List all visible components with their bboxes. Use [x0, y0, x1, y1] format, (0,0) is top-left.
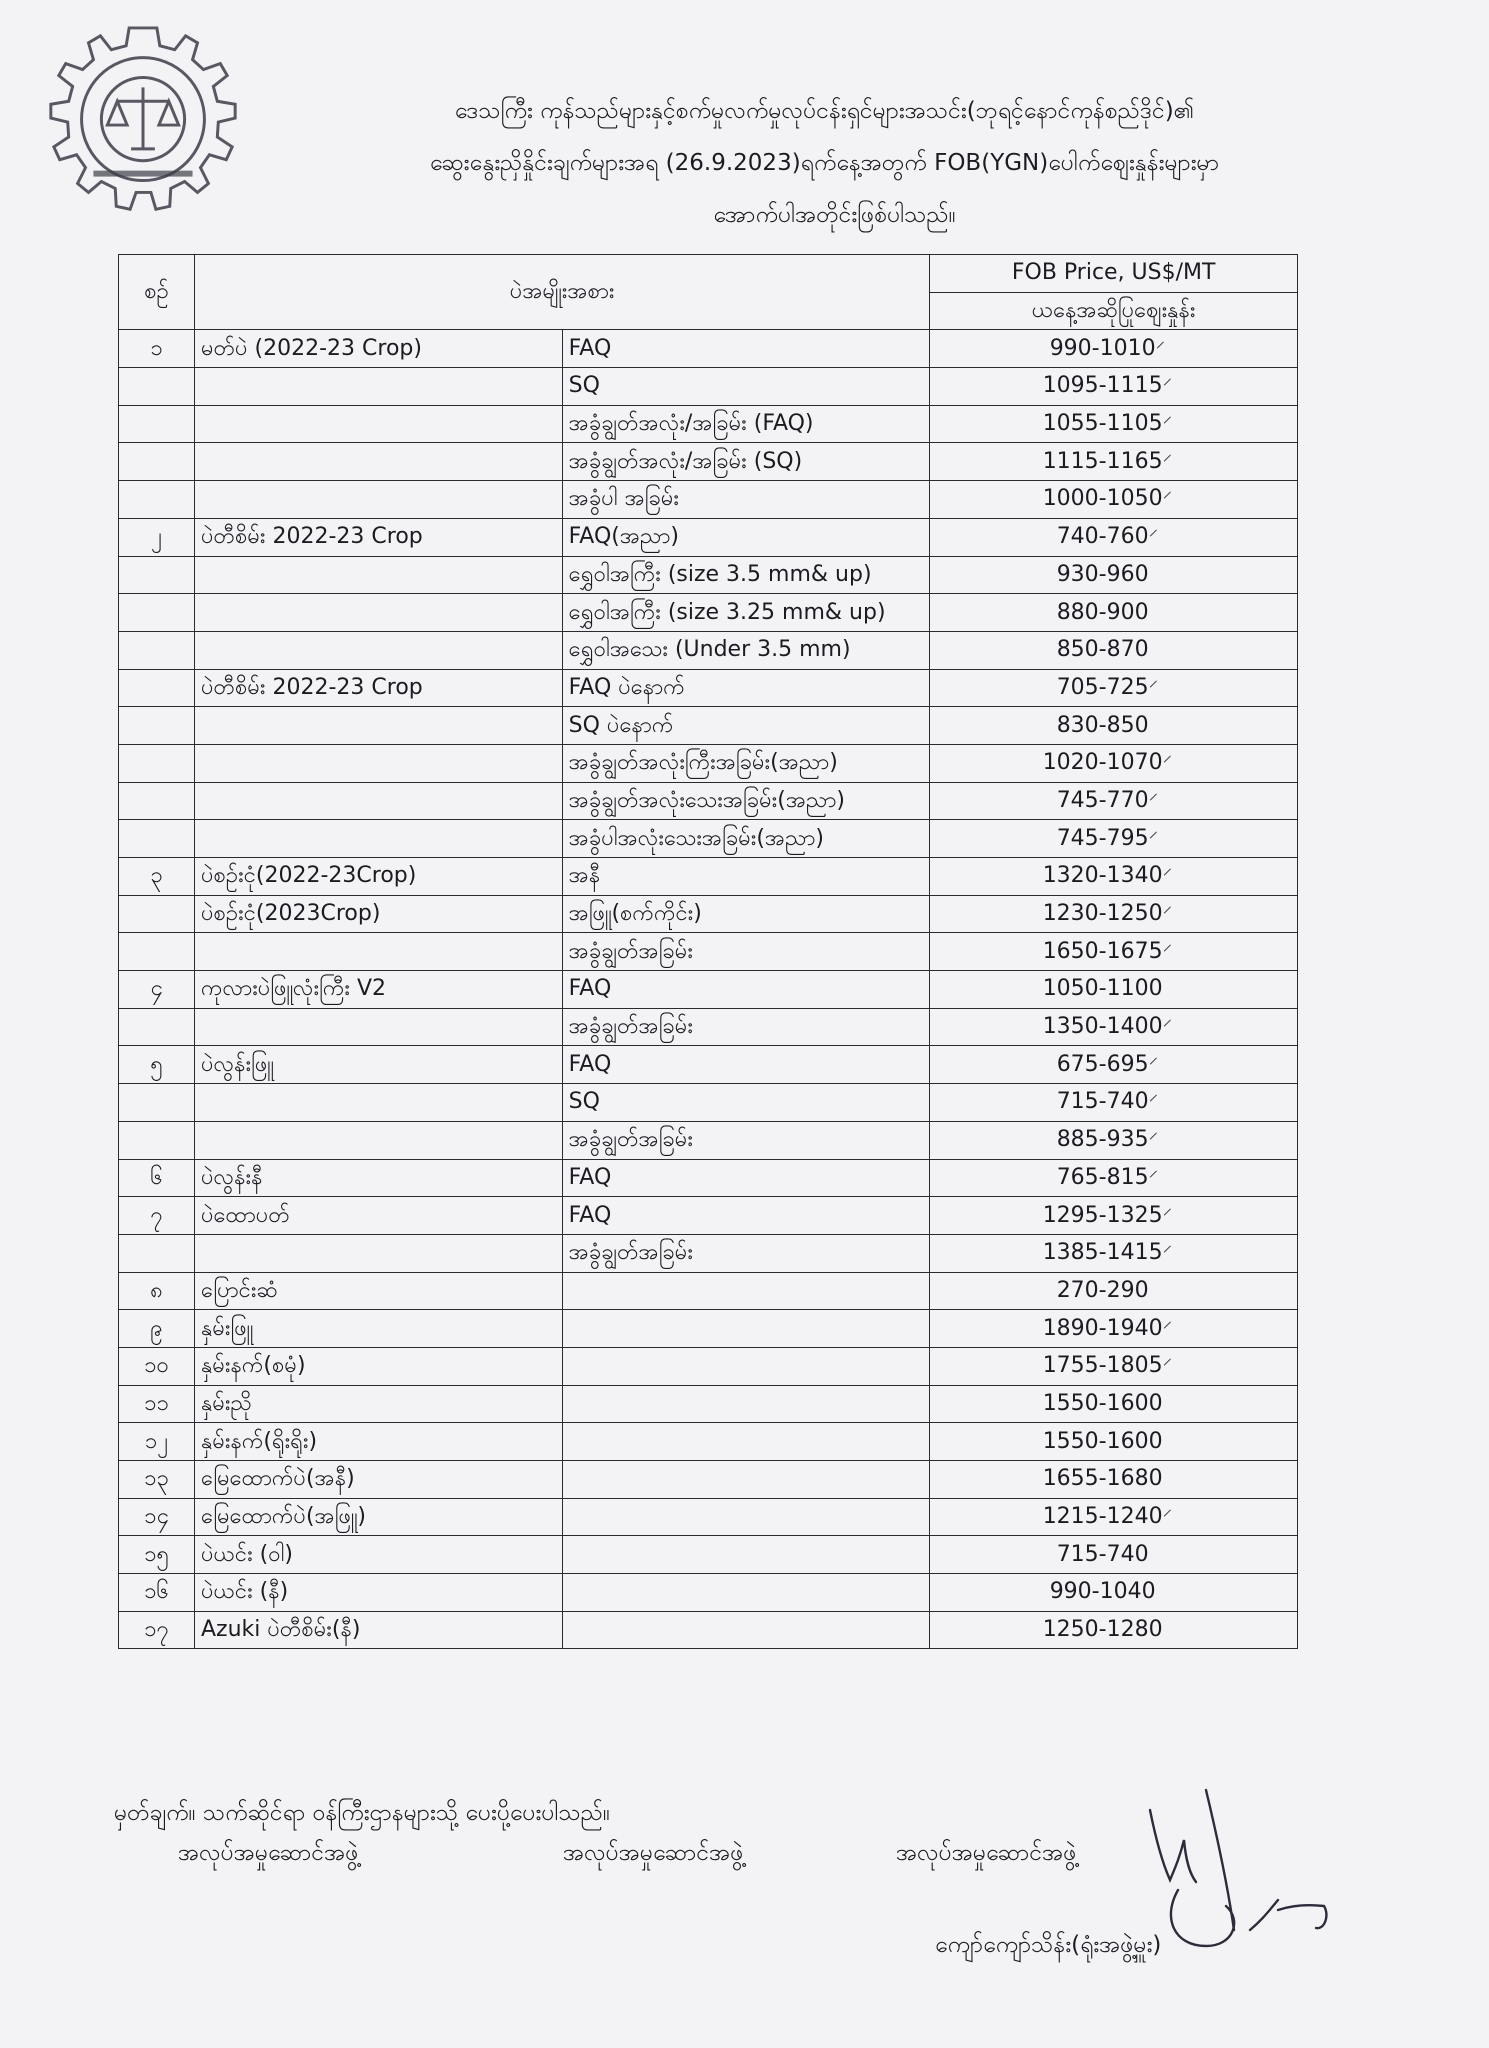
price-cell — [930, 1084, 1298, 1122]
commodity-name — [195, 631, 563, 669]
row-number — [119, 368, 195, 406]
row-number — [119, 669, 195, 707]
row-number — [119, 1234, 195, 1272]
price-value: 740-760 — [1056, 524, 1149, 550]
row-number: ၁ — [119, 330, 195, 368]
commodity-grade: FAQ — [562, 971, 930, 1009]
commodity-grade: အဖြူ(စက်ကိုင်း) — [562, 895, 930, 933]
row-number: ၁၄ — [119, 1498, 195, 1536]
commodity-grade: ရွှေဝါအကြီး (size 3.25 mm& up) — [562, 594, 930, 632]
price-cell — [930, 368, 1298, 406]
row-number — [119, 1008, 195, 1046]
price-cell — [930, 707, 1298, 745]
price-cell — [930, 1498, 1298, 1536]
commodity-grade: SQ — [562, 368, 930, 406]
check-mark-icon: ⸍ — [1148, 1053, 1159, 1076]
commodity-grade: FAQ(အညာ) — [562, 518, 930, 556]
row-number — [119, 782, 195, 820]
table-row — [119, 481, 1298, 519]
check-mark-icon: ⸍ — [1162, 865, 1173, 888]
check-mark-icon: ⸍ — [1162, 1204, 1173, 1227]
price-cell — [930, 1159, 1298, 1197]
commodity-grade: SQ — [562, 1084, 930, 1122]
price-value: 1385-1415 — [1042, 1240, 1163, 1266]
price-cell — [930, 669, 1298, 707]
commodity-name: ပဲစဉ်းငုံ(2022-23Crop) — [195, 858, 563, 896]
row-number — [119, 1084, 195, 1122]
commodity-grade: အခွံချွတ်အလုံးကြီးအခြမ်း(အညာ) — [562, 744, 930, 782]
check-mark-icon: ⸍ — [1155, 337, 1166, 360]
check-mark-icon: ⸍ — [1162, 450, 1173, 473]
footer-team-3: အလုပ်အမှုဆောင်အဖွဲ့ — [896, 1840, 1077, 1866]
price-cell — [930, 1121, 1298, 1159]
price-cell — [930, 1310, 1298, 1348]
price-value: 1320-1340 — [1042, 863, 1163, 889]
row-number — [119, 594, 195, 632]
check-mark-icon: ⸍ — [1148, 1166, 1159, 1189]
price-value: 765-815 — [1056, 1164, 1149, 1190]
commodity-name: နှမ်းနက်(စမုံ) — [195, 1347, 563, 1385]
price-value: 930-960 — [1056, 561, 1149, 587]
commodity-grade: အခွံပါ အခြမ်း — [562, 481, 930, 519]
price-value: 1000-1050 — [1042, 486, 1163, 512]
price-cell — [930, 1385, 1298, 1423]
commodity-grade — [562, 1310, 930, 1348]
commodity-name — [195, 368, 563, 406]
table-row — [119, 1234, 1298, 1272]
check-mark-icon: ⸍ — [1162, 903, 1173, 926]
row-number: ၁၆ — [119, 1574, 195, 1612]
price-value: 1550-1600 — [1042, 1428, 1163, 1454]
commodity-grade — [562, 1461, 930, 1499]
price-cell — [930, 594, 1298, 632]
price-cell — [930, 858, 1298, 896]
price-cell — [930, 895, 1298, 933]
row-number: ၁၅ — [119, 1536, 195, 1574]
price-cell — [930, 1611, 1298, 1649]
commodity-name — [195, 556, 563, 594]
row-number: ၁၇ — [119, 1611, 195, 1649]
commodity-name — [195, 744, 563, 782]
price-value: 1890-1940 — [1042, 1315, 1163, 1341]
commodity-name: မြေထောက်ပဲ(အနီ) — [195, 1461, 563, 1499]
price-value: 1095-1115 — [1042, 373, 1163, 399]
price-value: 1250-1280 — [1042, 1617, 1163, 1643]
check-mark-icon: ⸍ — [1162, 1016, 1173, 1039]
row-number: ၇ — [119, 1197, 195, 1235]
row-number — [119, 744, 195, 782]
commodity-name: ပဲစဉ်းငုံ(2023Crop) — [195, 895, 563, 933]
row-number: ၈ — [119, 1272, 195, 1310]
table-row — [119, 556, 1298, 594]
price-value: 1755-1805 — [1042, 1353, 1163, 1379]
check-mark-icon: ⸍ — [1162, 1242, 1173, 1265]
row-number — [119, 631, 195, 669]
column-header-price-bottom: ယနေ့အဆိုပြုဈေးနှုန်း — [930, 292, 1298, 330]
price-value: 1655-1680 — [1042, 1466, 1163, 1492]
header-line-1: ဒေသကြီး ကုန်သည်များနှင့်စက်မှုလက်မှုလုပ်ငန်းရှင်များအသင်း(ဘုရင့်နောင်ကုန်စည်ဒိုင်)၏ — [454, 98, 1195, 124]
check-mark-icon: ⸍ — [1162, 940, 1173, 963]
commodity-grade: SQ ပဲနောက် — [562, 707, 930, 745]
price-cell — [930, 1046, 1298, 1084]
table-row — [119, 669, 1298, 707]
header-line-3: အောက်ပါအတိုင်းဖြစ်ပါသည်။ — [713, 202, 956, 228]
footer-team-2: အလုပ်အမှုဆောင်အဖွဲ့ — [563, 1840, 744, 1866]
check-mark-icon: ⸍ — [1162, 488, 1173, 511]
price-value: 1650-1675 — [1042, 938, 1163, 964]
table-row — [119, 1385, 1298, 1423]
price-cell — [930, 518, 1298, 556]
commodity-grade — [562, 1611, 930, 1649]
price-cell — [930, 933, 1298, 971]
price-cell — [930, 820, 1298, 858]
commodity-name: မတ်ပဲ (2022-23 Crop) — [195, 330, 563, 368]
check-mark-icon: ⸍ — [1148, 676, 1159, 699]
commodity-grade: ရွှေဝါအကြီး (size 3.5 mm& up) — [562, 556, 930, 594]
table-row — [119, 1046, 1298, 1084]
price-value: 830-850 — [1056, 712, 1149, 738]
price-value: 675-695 — [1056, 1051, 1149, 1077]
commodity-name: မြေထောက်ပဲ(အဖြူ) — [195, 1498, 563, 1536]
check-mark-icon: ⸍ — [1148, 526, 1159, 549]
table-header-row — [119, 255, 1298, 293]
table-row — [119, 1310, 1298, 1348]
commodity-grade: FAQ — [562, 330, 930, 368]
commodity-name — [195, 481, 563, 519]
commodity-grade — [562, 1574, 930, 1612]
table-row — [119, 744, 1298, 782]
check-mark-icon: ⸍ — [1148, 1091, 1159, 1114]
column-header-no: စဉ် — [119, 255, 195, 330]
price-cell — [930, 1536, 1298, 1574]
price-cell — [930, 1347, 1298, 1385]
commodity-grade: အခွံချွတ်အလုံး/အခြမ်း (SQ) — [562, 443, 930, 481]
row-number: ၁၂ — [119, 1423, 195, 1461]
commodity-grade: အခွံပါအလုံးသေးအခြမ်း(အညာ) — [562, 820, 930, 858]
row-number: ၂ — [119, 518, 195, 556]
table-row — [119, 895, 1298, 933]
table-row — [119, 518, 1298, 556]
commodity-name — [195, 1008, 563, 1046]
commodity-name: နှမ်းဖြူ — [195, 1310, 563, 1348]
check-mark-icon: ⸍ — [1162, 752, 1173, 775]
row-number — [119, 481, 195, 519]
price-cell — [930, 971, 1298, 1009]
table-row — [119, 971, 1298, 1009]
price-value: 1295-1325 — [1042, 1202, 1163, 1228]
commodity-grade — [562, 1347, 930, 1385]
commodity-grade: အခွံချွတ်အလုံး/အခြမ်း (FAQ) — [562, 405, 930, 443]
row-number: ၁၃ — [119, 1461, 195, 1499]
price-value: 1020-1070 — [1042, 750, 1163, 776]
row-number — [119, 443, 195, 481]
row-number: ၄ — [119, 971, 195, 1009]
price-value: 850-870 — [1056, 637, 1149, 663]
table-row — [119, 933, 1298, 971]
commodity-name: နှမ်းနက်(ရိုးရိုး) — [195, 1423, 563, 1461]
table-row — [119, 405, 1298, 443]
price-value: 1055-1105 — [1042, 411, 1163, 437]
price-cell — [930, 556, 1298, 594]
price-value: 745-795 — [1056, 825, 1149, 851]
commodity-name — [195, 782, 563, 820]
price-cell — [930, 1234, 1298, 1272]
commodity-grade: အခွံချွတ်အလုံးသေးအခြမ်း(အညာ) — [562, 782, 930, 820]
table-body — [119, 330, 1298, 1649]
check-mark-icon: ⸍ — [1148, 789, 1159, 812]
commodity-grade: အခွံချွတ်အခြမ်း — [562, 1121, 930, 1159]
check-mark-icon: ⸍ — [1162, 1355, 1173, 1378]
price-value: 1115-1165 — [1042, 448, 1163, 474]
price-value: 1230-1250 — [1042, 901, 1163, 927]
commodity-name: ပဲလွန်းနီ — [195, 1159, 563, 1197]
commodity-name: ပြောင်းဆံ — [195, 1272, 563, 1310]
commodity-grade — [562, 1272, 930, 1310]
table-row — [119, 631, 1298, 669]
commodity-name — [195, 820, 563, 858]
footer-note: မှတ်ချက်။ သက်ဆိုင်ရာ ဝန်ကြီးဌာနများသို့ ပေးပို့ပေးပါသည်။ — [114, 1800, 610, 1826]
commodity-grade: FAQ ပဲနောက် — [562, 669, 930, 707]
commodity-name: Azuki ပဲတီစိမ်း(နီ) — [195, 1611, 563, 1649]
table-row — [119, 1272, 1298, 1310]
commodity-name — [195, 405, 563, 443]
commodity-grade: ရွှေဝါအသေး (Under 3.5 mm) — [562, 631, 930, 669]
table-row — [119, 1347, 1298, 1385]
table-row — [119, 594, 1298, 632]
price-value: 990-1010 — [1049, 335, 1156, 361]
price-cell — [930, 443, 1298, 481]
price-value: 745-770 — [1056, 787, 1149, 813]
price-value: 1350-1400 — [1042, 1014, 1163, 1040]
row-number — [119, 820, 195, 858]
column-header-price-top: FOB Price, US$/MT — [930, 255, 1298, 293]
commodity-name: ပဲလွန်းဖြူ — [195, 1046, 563, 1084]
table-row — [119, 858, 1298, 896]
table-row — [119, 368, 1298, 406]
commodity-grade: အနီ — [562, 858, 930, 896]
table-row — [119, 1084, 1298, 1122]
table-row — [119, 1461, 1298, 1499]
row-number — [119, 895, 195, 933]
row-number: ၅ — [119, 1046, 195, 1084]
price-value: 1050-1100 — [1042, 976, 1163, 1002]
check-mark-icon: ⸍ — [1162, 375, 1173, 398]
handwritten-signature — [1110, 1770, 1340, 1980]
commodity-grade — [562, 1536, 930, 1574]
table-row — [119, 1611, 1298, 1649]
commodity-name — [195, 933, 563, 971]
commodity-name: ပဲတီစိမ်း 2022-23 Crop — [195, 518, 563, 556]
check-mark-icon: ⸍ — [1162, 413, 1173, 436]
table-row — [119, 1197, 1298, 1235]
table-row — [119, 1536, 1298, 1574]
check-mark-icon: ⸍ — [1148, 827, 1159, 850]
price-value: 1550-1600 — [1042, 1390, 1163, 1416]
table-row — [119, 1159, 1298, 1197]
price-table — [118, 254, 1298, 1649]
price-cell — [930, 744, 1298, 782]
header-line-2: ဆွေးနွေးညှိနှိုင်းချက်များအရ (26.9.2023)ရက်နေ့အတွက် FOB(YGN)ပေါက်ဈေးနှုန်းများမှာ — [429, 150, 1220, 176]
check-mark-icon: ⸍ — [1148, 1129, 1159, 1152]
commodity-name: ပဲတီစိမ်း 2022-23 Crop — [195, 669, 563, 707]
price-cell — [930, 481, 1298, 519]
footer-team-1: အလုပ်အမှုဆောင်အဖွဲ့ — [178, 1840, 359, 1866]
price-value: 705-725 — [1056, 674, 1149, 700]
table-row — [119, 707, 1298, 745]
price-cell — [930, 1461, 1298, 1499]
commodity-grade: FAQ — [562, 1046, 930, 1084]
row-number — [119, 933, 195, 971]
price-value: 270-290 — [1056, 1277, 1149, 1303]
price-cell — [930, 1272, 1298, 1310]
row-number: ၁၀ — [119, 1347, 195, 1385]
row-number — [119, 707, 195, 745]
commodity-name: ပဲထောပတ် — [195, 1197, 563, 1235]
price-cell — [930, 1423, 1298, 1461]
row-number — [119, 556, 195, 594]
commodity-grade: အခွံချွတ်အခြမ်း — [562, 1008, 930, 1046]
commodity-name — [195, 1084, 563, 1122]
commodity-name — [195, 443, 563, 481]
table-row — [119, 443, 1298, 481]
commodity-grade: အခွံချွတ်အခြမ်း — [562, 1234, 930, 1272]
row-number: ၉ — [119, 1310, 195, 1348]
commodity-name — [195, 1121, 563, 1159]
table-row — [119, 1574, 1298, 1612]
table-row — [119, 330, 1298, 368]
commodity-grade — [562, 1423, 930, 1461]
table-row — [119, 820, 1298, 858]
commodity-name: ပဲယင်း (ဝါ) — [195, 1536, 563, 1574]
signatory-name: ကျော်ကျော်သိန်း(ရုံးအဖွဲ့မှူး) — [935, 1932, 1162, 1958]
check-mark-icon: ⸍ — [1162, 1317, 1173, 1340]
commodity-name — [195, 707, 563, 745]
price-value: 880-900 — [1056, 599, 1149, 625]
commodity-grade — [562, 1498, 930, 1536]
price-cell — [930, 405, 1298, 443]
price-value: 715-740 — [1056, 1541, 1149, 1567]
price-cell — [930, 782, 1298, 820]
row-number: ၁၁ — [119, 1385, 195, 1423]
price-value: 715-740 — [1056, 1089, 1149, 1115]
check-mark-icon: ⸍ — [1162, 1506, 1173, 1529]
commodity-name — [195, 1234, 563, 1272]
table-row — [119, 1498, 1298, 1536]
commodity-grade: FAQ — [562, 1159, 930, 1197]
price-cell — [930, 631, 1298, 669]
price-cell — [930, 330, 1298, 368]
price-cell — [930, 1008, 1298, 1046]
row-number: ၆ — [119, 1159, 195, 1197]
price-cell — [930, 1574, 1298, 1612]
row-number: ၃ — [119, 858, 195, 896]
table-row — [119, 1423, 1298, 1461]
column-header-type: ပဲအမျိုးအစား — [195, 255, 930, 330]
price-value: 990-1040 — [1049, 1579, 1156, 1605]
table-row — [119, 1008, 1298, 1046]
commodity-name: ပဲယင်း (နီ) — [195, 1574, 563, 1612]
commodity-grade: အခွံချွတ်အခြမ်း — [562, 933, 930, 971]
table-row — [119, 782, 1298, 820]
row-number — [119, 1121, 195, 1159]
table-row — [119, 1121, 1298, 1159]
price-value: 1215-1240 — [1042, 1504, 1163, 1530]
price-value: 885-935 — [1056, 1127, 1149, 1153]
commodity-name: နှမ်းညို — [195, 1385, 563, 1423]
commodity-grade: FAQ — [562, 1197, 930, 1235]
commodity-name — [195, 594, 563, 632]
price-cell — [930, 1197, 1298, 1235]
commodity-grade — [562, 1385, 930, 1423]
row-number — [119, 405, 195, 443]
commodity-name: ကုလားပဲဖြူလုံးကြီး V2 — [195, 971, 563, 1009]
